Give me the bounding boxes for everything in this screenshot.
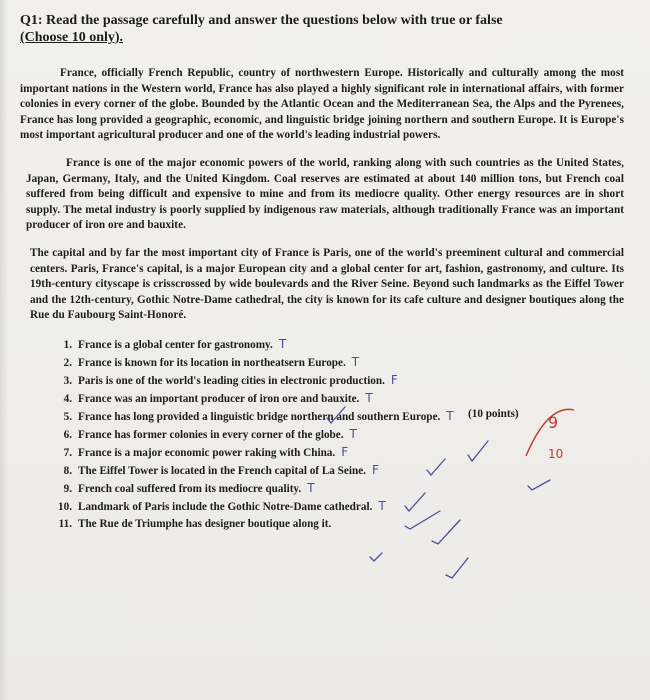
statement-text: Landmark of Paris include the Gothic Notre-Dame cathedral. [78,500,373,513]
points-label: (10 points) [468,408,519,420]
handwritten-answer: T [349,426,357,441]
statement-item: 9. French coal suffered from its mediocre quality. T [63,480,315,495]
statement-item: 2. France is known for its location in northeatsern Europe. T [63,354,360,369]
statement-item: 1. France is a global center for gastronomy. T [63,336,287,351]
statement-text: France is a major economic power raking with China. [78,446,336,459]
statement-text: France has long provided a linguistic bridge northern and southern Europe. [78,410,441,423]
handwritten-answer: F [371,462,379,477]
handwritten-answer: F [390,372,398,387]
check-icon [446,558,468,578]
statement-item: 4. France was an important producer of iron ore and bauxite. T [63,390,373,405]
statement-item: 10. Landmark of Paris include the Gothic Notre-Dame cathedral. T [58,498,386,513]
statement-text: France is known for its location in northeatsern Europe. [78,356,346,369]
statements-list [20,336,624,533]
statement-item: 6. France has former colonies in every corner of the globe. T [63,426,357,441]
statement-item: 8. The Eiffel Tower is located in the French capital of La Seine. F [63,462,379,477]
statement-text: The Eiffel Tower is located in the French capital of La Seine. [78,464,366,477]
handwritten-answer: T [365,390,373,405]
handwritten-answer: T [378,498,386,513]
check-icon [370,553,382,561]
handwritten-answer: F [341,444,349,459]
passage-paragraph-1: France, officially French Republic, country of northwestern Europe. Historically and culturally among the most important nations in the Western world, France has also played a highly significant role in international affairs, with former colonies in every corner of the globe. Bounded by the Atlantic Ocean and the Mediterranean Sea, the Alps and the Pyrenees, France has long provided a geographic, economic, and linguistic bridge joining northern and southern Europe. It is Europe's most important agricultural producer and one of the world's leading industrial powers. [20,67,624,142]
handwritten-answer: T [351,354,360,369]
statement-text: French coal suffered from its mediocre quality. [78,482,302,495]
question-title: Q1: Read the passage carefully and answer the questions below with true or false [20,13,503,28]
statement-text: The Rue de Triumphe has designer boutique along it. [78,517,332,530]
passage-paragraph-2: France is one of the major economic powers of the world, ranking along with such countries as the United States, Japan, Germany, Italy, and the United Kingdom. Coal reserves are estimated at about 140 million tons, but French coal suffered from being difficult and expensive to mine and from its mediocre quality. Other energy resources are in short supply. The metal industry is poorly supplied by indigenous raw materials, although traditionally France was an important producer of iron ore and bauxite. [26,156,624,232]
handwritten-answer: T [446,408,454,423]
handwritten-answer: T [307,480,315,495]
question-header [20,12,624,46]
statement-item: 5. France has long provided a linguistic bridge northern and southern Europe. T [63,408,454,423]
statement-item: 11. The Rue de Triumphe has designer boutique along it. [58,517,332,530]
handwritten-answer: T [278,336,287,351]
statement-item: 7. France is a major economic power raking with China. F [63,444,349,459]
scan-shadow [0,0,8,700]
score-total: 10 [548,447,564,461]
statement-item: 3. Paris is one of the world's leading cities in electronic production. F [63,372,398,387]
question-instruction: (Choose 10 only). [20,30,124,45]
statement-text: France was an important producer of iron ore and bauxite. [78,392,360,405]
statement-text: France has former colonies in every corner of the globe. [78,428,344,441]
score-earned: 9 [548,413,559,432]
statement-text: France is a global center for gastronomy. [78,338,273,351]
passage-paragraph-3: The capital and by far the most important city of France is Paris, one of the world's preeminent cultural and commercial centers. Paris, France's capital, is a major European city and a global center for art, fashion, gastronomy, and culture. Its 19th-century cityscape is crisscrossed by wide boulevards and the River Seine. Beyond such landmarks as the Eiffel Tower and the 12th-century, Gothic Notre-Dame cathedral, the city is known for its cafe culture and designer boutiques along the Rue du Faubourg Saint-Honoré. [30,246,624,322]
statement-text: Paris is one of the world's leading cities in electronic production. [78,374,385,387]
